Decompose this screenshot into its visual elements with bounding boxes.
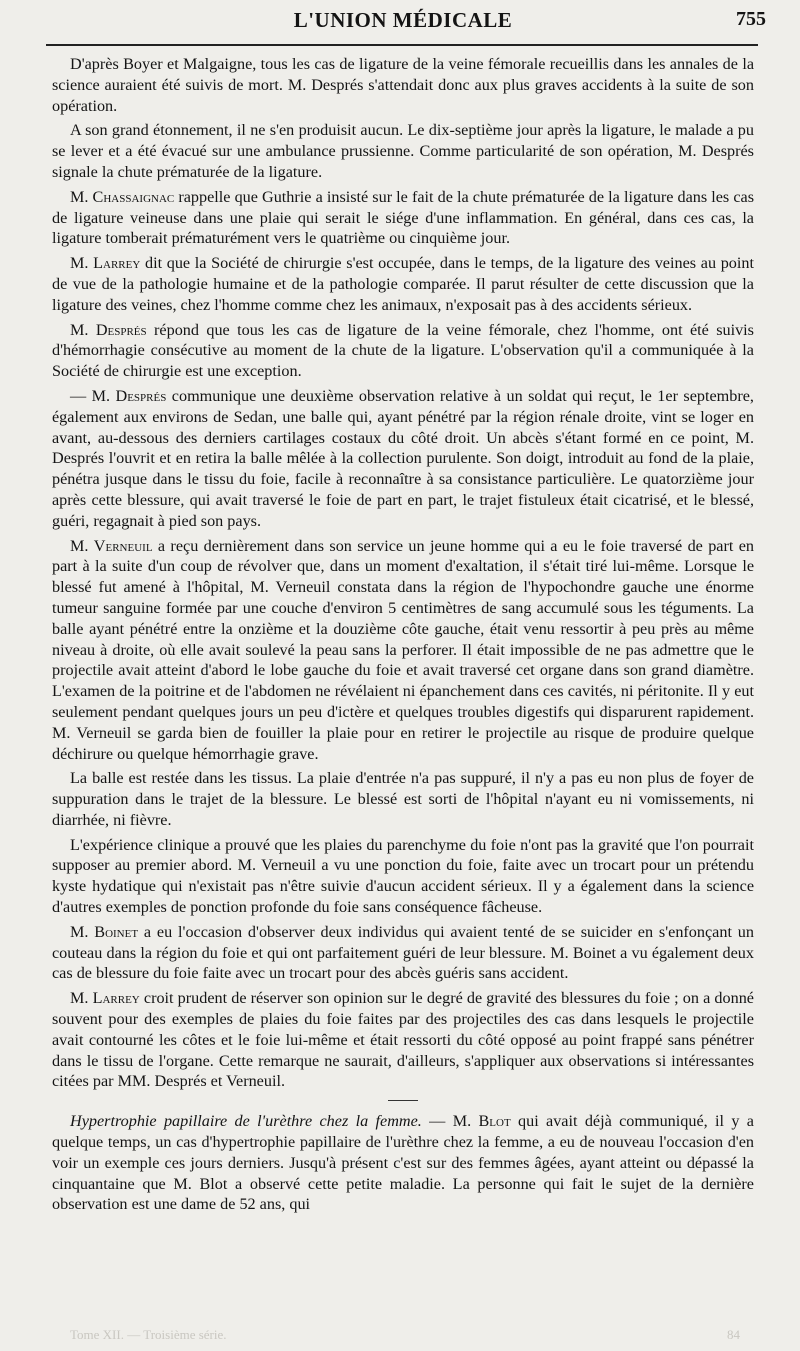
footer-signature: 84 bbox=[727, 1327, 740, 1342]
speaker-prefix: M. bbox=[70, 254, 94, 273]
speaker-paragraph bbox=[52, 922, 754, 984]
speaker-prefix: M. bbox=[70, 536, 94, 555]
footer-volume: Tome XII. — Troisième série. bbox=[70, 1327, 227, 1342]
paragraph: D'après Boyer et Malgaigne, tous les cas de ligature de la veine fémorale recueillis dans les annales de la science auraient été suivis de mort. M. Després s'attendait donc aux plus graves accidents à la suite de son opération. bbox=[52, 55, 754, 115]
speaker-paragraph bbox=[52, 988, 754, 1092]
speaker-name: Boinet bbox=[94, 922, 139, 941]
page-footer bbox=[70, 1327, 740, 1343]
paragraph: La balle est restée dans les tissus. La plaie d'entrée n'a pas suppuré, il n'y a pas eu non plus de foyer de suppuration dans le trajet de la blessure. Le blessé est sorti de l'hôpital n'ayant eu ni vomissements, ni diarrhée, ni fièvre. bbox=[52, 769, 754, 829]
section-divider bbox=[388, 1100, 418, 1101]
speaker-text: a reçu dernièrement dans son service un jeune homme qui a eu le foie traversé de part en part à la suite d'un coup de révolver que, dans un moment d'exaltation, il s'était tiré lui-même. Lorsque le blessé fut amené à l'hôpital, M. Verneuil constata dans la région de l'hypochondre gauche une énorme tumeur sanguine formée par une couche d'environ 5 centimètres de sang accumulé sous les téguments. La balle ayant pénétré entre la onzième et la douzième côte gauche, était venu ressortir à peu près au même niveau à droite, où elle avait soulevé la peau sans la perforer. Il était impossible de ne pas admettre que le projectile avait atteint d'abord le lobe gauche du foie et avait traversé cet organe dans son grand diamètre. L'examen de la poitrine et de l'abdomen ne révélaient ni épanchement dans ces cavités, ni péritonite. Il y eut seulement pendant quelques jours un peu d'ictère et quelques troubles digestifs qui disparurent rapidement. M. Verneuil se garda bien de fouiller la plaie pour en retirer le projectile au risque de produire quelque déchirure ou quelque hémorrhagie grave. bbox=[52, 536, 754, 763]
speaker-paragraph bbox=[52, 320, 754, 382]
speaker-prefix: — M. bbox=[70, 386, 116, 405]
paragraph: A son grand étonnement, il ne s'en produisit aucun. Le dix-septième jour après la ligature, le malade a pu se lever et a été évacué sur une ambulance prussienne. Comme particularité de son opération, M. Després signale la chute prématurée de la ligature. bbox=[52, 121, 754, 181]
speaker-name: Blot bbox=[478, 1112, 511, 1131]
speaker-name: Verneuil bbox=[93, 536, 153, 555]
section-heading: Hypertrophie papillaire de l'urèthre chez la femme. bbox=[70, 1112, 422, 1131]
speaker-name: Larrey bbox=[92, 989, 140, 1008]
speaker-paragraph bbox=[52, 386, 754, 532]
speaker-paragraph bbox=[52, 253, 754, 315]
speaker-prefix: M. bbox=[70, 187, 93, 206]
speaker-prefix: M. bbox=[70, 989, 93, 1008]
speaker-text: croit prudent de réserver son opinion sur le degré de gravité des blessures du foie ; on a donné souvent pour des exemples de plaies du foie faites par des projectiles des cas dans lesquels le projectile avait contourné les côtes et le foie lui-même et était ressorti du côté opposé au point frappé sans pénétrer dans le tissu de l'organe. Cette remarque ne saurait, d'ailleurs, s'appliquer aux observations si intéressantes citées par MM. Després et Verneuil. bbox=[52, 989, 754, 1091]
speaker-name: Després bbox=[95, 320, 147, 339]
page-number: 755 bbox=[736, 8, 766, 30]
speaker-paragraph bbox=[52, 536, 754, 765]
speaker-name: Chassaignac bbox=[92, 187, 175, 206]
speaker-name: Larrey bbox=[93, 254, 141, 273]
speaker-text: dit que la Société de chirurgie s'est occupée, dans le temps, de la ligature des veines au point de vue de la pathologie humaine et de la pathologie comparée. Il parut résulter de cette discussion que la ligature des veines, chez l'homme comme chez les animaux, n'exposait pas à des accidents sérieux. bbox=[52, 254, 754, 314]
section-text: qui avait déjà communiqué, il y a quelque temps, un cas d'hypertrophie papillaire de l'urèthre chez la femme, a eu de nouveau l'occasion d'en voir un exemple ces jours derniers. Jusqu'à présent c'est sur des femmes âgées, ayant atteint ou dépassé la cinquantaine que M. Blot a observé cette petite maladie. La personne qui fait le sujet de la dernière observation est une dame de 52 ans, qui bbox=[52, 1112, 754, 1214]
paragraph: L'expérience clinique a prouvé que les plaies du parenchyme du foie n'ont pas la gravité que l'on pourrait supposer au premier abord. M. Verneuil a vu une ponction du foie, faite avec un trocart pour un prétendu kyste hydatique qui n'existait pas n'être suivie d'aucun accident sérieux. Il y a également dans la science d'autres exemples de ponction profonde du foie sans conséquence fâcheuse. bbox=[52, 835, 754, 917]
speaker-text: communique une deuxième observation relative à un soldat qui reçut, le 1er septembre, également aux environs de Sedan, une balle qui, ayant pénétré par la région rénale droite, vint se loger en avant, au-dessous des derniers cartilages costaux du côté droit. Un abcès s'étant formé en ce point, M. Després l'ouvrit et en retira la balle mêlée à la collection purulente. Son doigt, introduit au fond de la plaie, pénétra jusque dans le tissu du foie, facile à reconnaître à sa consistance particulière. Le quatorzième jour après cette blessure, qui avait traversé le foie de part en part, le trajet fistuleux était cicatrisé, et le blessé, guéri, regagnait à pied son pays. bbox=[52, 386, 754, 530]
speaker-prefix: M. bbox=[70, 922, 95, 941]
speaker-text: a eu l'occasion d'observer deux individus qui avaient tenté de se suicider en s'enfonçant un couteau dans la région du foie et qui ont parfaitement guéri de leur blessure. M. Boinet a vu également deux cas de blessure du foie faite avec un trocart pour des abcès guéris sans accident. bbox=[52, 922, 754, 983]
section-paragraph bbox=[52, 1111, 754, 1215]
section-dash: — M. bbox=[421, 1112, 479, 1131]
body-text bbox=[52, 54, 754, 1215]
speaker-text: répond que tous les cas de ligature de la veine fémorale, chez l'homme, ont été suivis d'hémorrhagie consécutive au moment de la chute de la ligature. L'observation qu'il a communiquée à la Société de chirurgie est une exception. bbox=[52, 320, 754, 381]
speaker-paragraph bbox=[52, 187, 754, 249]
journal-title: L'UNION MÉDICALE bbox=[293, 8, 513, 32]
header-rule bbox=[46, 44, 758, 46]
speaker-name: Després bbox=[115, 386, 167, 405]
speaker-prefix: M. bbox=[70, 320, 96, 339]
speaker-text: rappelle que Guthrie a insisté sur le fait de la chute prématurée de la ligature dans les cas de ligature veineuse dans une plaie qui serait le siége d'une inflammation. En général, dans ces cas, la ligature tomberait prématurément vers le quatrième ou cinquième jour. bbox=[52, 187, 754, 248]
running-head bbox=[52, 0, 766, 44]
